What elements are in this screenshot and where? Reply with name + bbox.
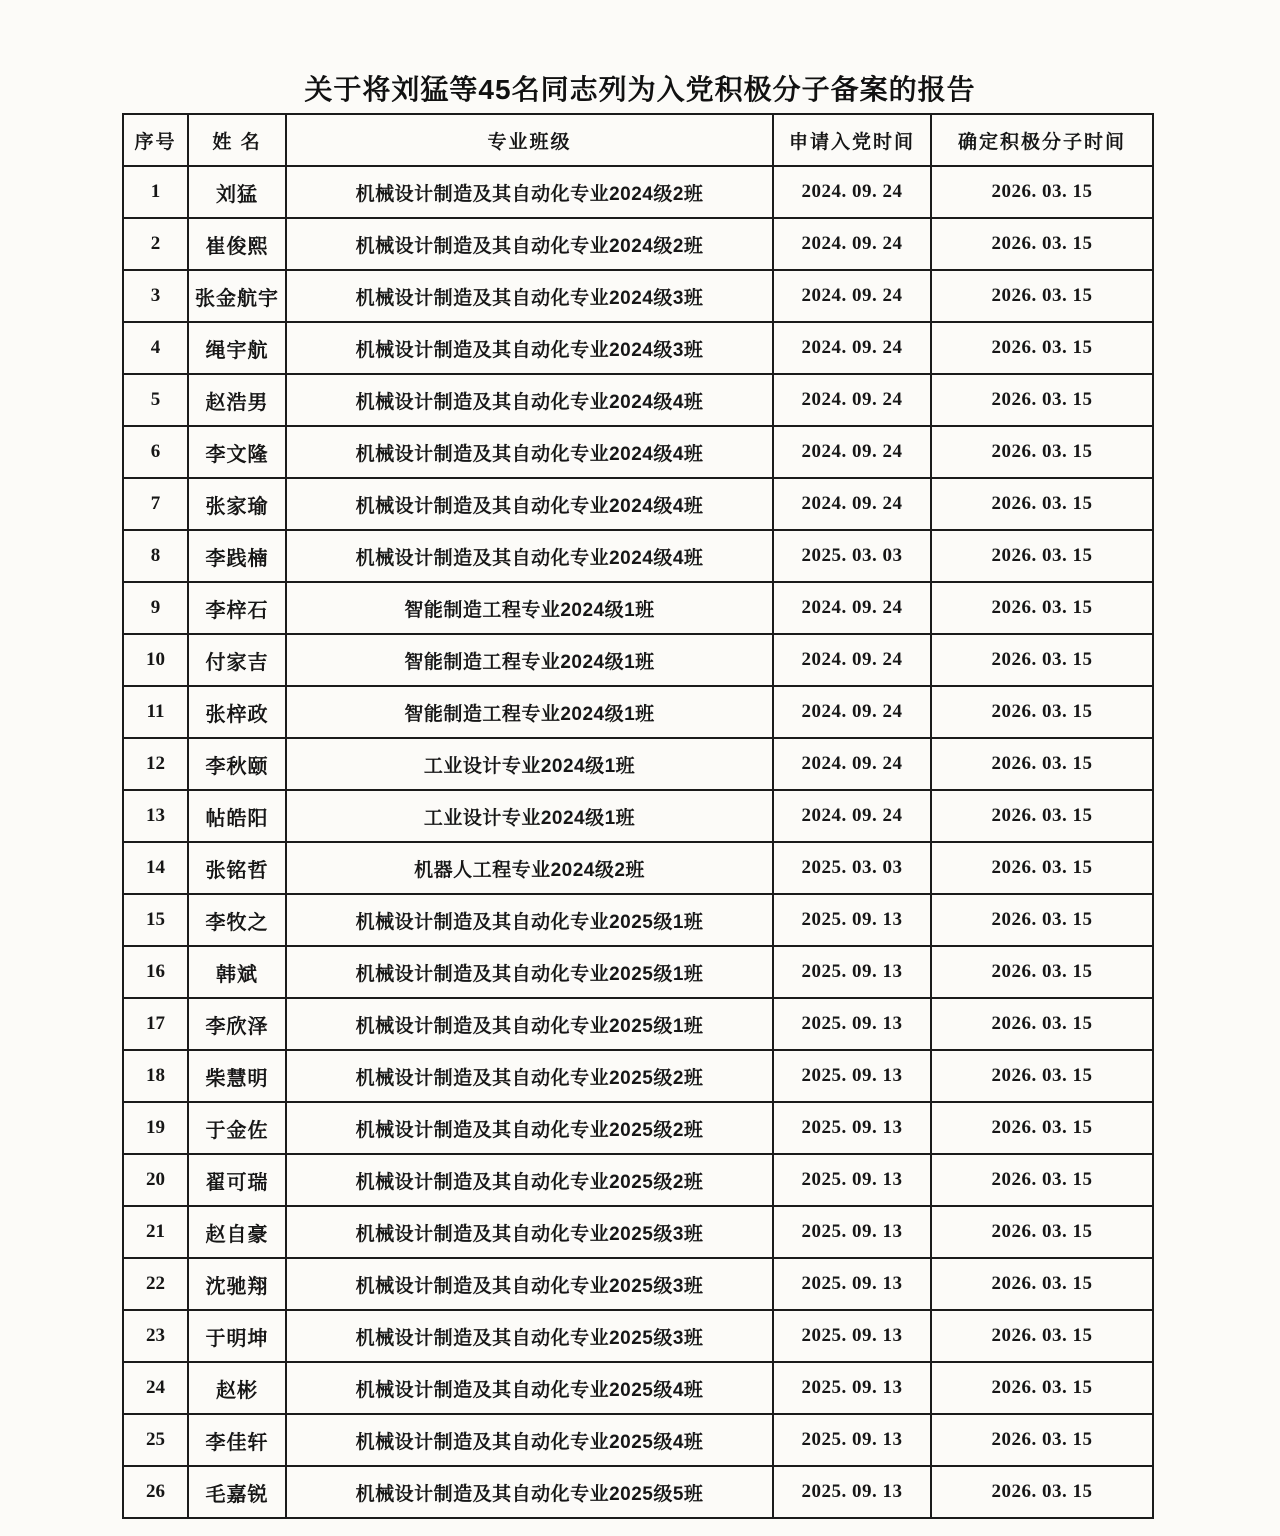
confirm-date-cell: 2026. 03. 15 [931,530,1153,582]
confirm-date-cell: 2026. 03. 15 [931,582,1153,634]
class-cell: 机械设计制造及其自动化专业2025级2班 [286,1154,773,1206]
table-row [123,1050,1153,1102]
row-number-cell: 17 [123,998,188,1050]
class-cell: 智能制造工程专业2024级1班 [286,634,773,686]
table-row [123,426,1153,478]
row-number-cell: 13 [123,790,188,842]
confirm-date-cell: 2026. 03. 15 [931,1206,1153,1258]
name-cell: 张家瑜 [188,478,286,530]
table-row [123,1310,1153,1362]
name-cell: 崔俊熙 [188,218,286,270]
row-number-cell: 4 [123,322,188,374]
name-cell: 赵自豪 [188,1206,286,1258]
confirm-date-cell: 2026. 03. 15 [931,1050,1153,1102]
apply-date-cell: 2024. 09. 24 [773,270,931,322]
apply-date-cell: 2025. 09. 13 [773,1154,931,1206]
name-cell: 李佳轩 [188,1414,286,1466]
apply-date-cell: 2024. 09. 24 [773,426,931,478]
confirm-date-cell: 2026. 03. 15 [931,1414,1153,1466]
name-cell: 刘猛 [188,166,286,218]
table-row [123,1414,1153,1466]
class-cell: 机械设计制造及其自动化专业2025级1班 [286,998,773,1050]
confirm-date-cell: 2026. 03. 15 [931,270,1153,322]
table-row [123,1154,1153,1206]
table-row [123,790,1153,842]
confirm-date-cell: 2026. 03. 15 [931,478,1153,530]
confirm-date-cell: 2026. 03. 15 [931,634,1153,686]
apply-date-cell: 2025. 09. 13 [773,946,931,998]
class-cell: 工业设计专业2024级1班 [286,790,773,842]
confirm-date-cell: 2026. 03. 15 [931,842,1153,894]
row-number-cell: 8 [123,530,188,582]
row-number-cell: 3 [123,270,188,322]
apply-date-cell: 2025. 09. 13 [773,1102,931,1154]
table-header-row [123,114,1153,166]
row-number-cell: 20 [123,1154,188,1206]
class-cell: 机械设计制造及其自动化专业2025级3班 [286,1206,773,1258]
confirm-date-cell: 2026. 03. 15 [931,790,1153,842]
table-row [123,1362,1153,1414]
roster-table [122,113,1154,1519]
apply-date-cell: 2024. 09. 24 [773,374,931,426]
class-cell: 机械设计制造及其自动化专业2025级3班 [286,1258,773,1310]
name-cell: 张金航宇 [188,270,286,322]
class-cell: 机械设计制造及其自动化专业2024级3班 [286,270,773,322]
class-cell: 机械设计制造及其自动化专业2025级1班 [286,946,773,998]
row-number-cell: 16 [123,946,188,998]
confirm-date-cell: 2026. 03. 15 [931,1362,1153,1414]
row-number-cell: 5 [123,374,188,426]
name-cell: 帖皓阳 [188,790,286,842]
class-cell: 智能制造工程专业2024级1班 [286,686,773,738]
column-header-2: 专业班级 [286,114,773,166]
confirm-date-cell: 2026. 03. 15 [931,166,1153,218]
row-number-cell: 2 [123,218,188,270]
table-row [123,946,1153,998]
confirm-date-cell: 2026. 03. 15 [931,1310,1153,1362]
class-cell: 机械设计制造及其自动化专业2025级3班 [286,1310,773,1362]
row-number-cell: 23 [123,1310,188,1362]
table-row [123,582,1153,634]
apply-date-cell: 2025. 09. 13 [773,1050,931,1102]
apply-date-cell: 2025. 03. 03 [773,842,931,894]
confirm-date-cell: 2026. 03. 15 [931,322,1153,374]
confirm-date-cell: 2026. 03. 15 [931,1466,1153,1518]
table-row [123,270,1153,322]
class-cell: 机械设计制造及其自动化专业2025级5班 [286,1466,773,1518]
apply-date-cell: 2025. 09. 13 [773,894,931,946]
confirm-date-cell: 2026. 03. 15 [931,998,1153,1050]
name-cell: 柴慧明 [188,1050,286,1102]
table-row [123,998,1153,1050]
table-row [123,894,1153,946]
confirm-date-cell: 2026. 03. 15 [931,1154,1153,1206]
table-row [123,738,1153,790]
column-header-3: 申请入党时间 [773,114,931,166]
row-number-cell: 6 [123,426,188,478]
apply-date-cell: 2025. 09. 13 [773,1258,931,1310]
class-cell: 机械设计制造及其自动化专业2025级1班 [286,894,773,946]
name-cell: 李秋颐 [188,738,286,790]
class-cell: 机械设计制造及其自动化专业2024级4班 [286,530,773,582]
table-row [123,842,1153,894]
apply-date-cell: 2024. 09. 24 [773,322,931,374]
page-title: 关于将刘猛等45名同志列为入党积极分子备案的报告 [304,74,976,105]
name-cell: 付家吉 [188,634,286,686]
table-row [123,1102,1153,1154]
name-cell: 张铭哲 [188,842,286,894]
column-header-4: 确定积极分子时间 [931,114,1153,166]
class-cell: 机械设计制造及其自动化专业2024级4班 [286,478,773,530]
row-number-cell: 24 [123,1362,188,1414]
row-number-cell: 15 [123,894,188,946]
class-cell: 机械设计制造及其自动化专业2025级2班 [286,1050,773,1102]
row-number-cell: 11 [123,686,188,738]
row-number-cell: 26 [123,1466,188,1518]
row-number-cell: 10 [123,634,188,686]
class-cell: 机械设计制造及其自动化专业2024级4班 [286,426,773,478]
column-header-1: 姓 名 [188,114,286,166]
apply-date-cell: 2024. 09. 24 [773,634,931,686]
apply-date-cell: 2024. 09. 24 [773,738,931,790]
confirm-date-cell: 2026. 03. 15 [931,1258,1153,1310]
class-cell: 机械设计制造及其自动化专业2025级2班 [286,1102,773,1154]
name-cell: 翟可瑞 [188,1154,286,1206]
name-cell: 韩斌 [188,946,286,998]
row-number-cell: 12 [123,738,188,790]
row-number-cell: 18 [123,1050,188,1102]
name-cell: 于金佐 [188,1102,286,1154]
table-row [123,686,1153,738]
name-cell: 李欣泽 [188,998,286,1050]
apply-date-cell: 2025. 09. 13 [773,1206,931,1258]
row-number-cell: 1 [123,166,188,218]
apply-date-cell: 2024. 09. 24 [773,582,931,634]
apply-date-cell: 2025. 09. 13 [773,1310,931,1362]
apply-date-cell: 2025. 09. 13 [773,1414,931,1466]
name-cell: 沈驰翔 [188,1258,286,1310]
row-number-cell: 14 [123,842,188,894]
row-number-cell: 25 [123,1414,188,1466]
confirm-date-cell: 2026. 03. 15 [931,946,1153,998]
table-row [123,1206,1153,1258]
class-cell: 机械设计制造及其自动化专业2024级2班 [286,218,773,270]
row-number-cell: 9 [123,582,188,634]
confirm-date-cell: 2026. 03. 15 [931,374,1153,426]
apply-date-cell: 2024. 09. 24 [773,166,931,218]
row-number-cell: 21 [123,1206,188,1258]
name-cell: 李梓石 [188,582,286,634]
apply-date-cell: 2025. 09. 13 [773,1362,931,1414]
table-row [123,1466,1153,1518]
table-row [123,478,1153,530]
table-row [123,166,1153,218]
table-row [123,530,1153,582]
row-number-cell: 7 [123,478,188,530]
confirm-date-cell: 2026. 03. 15 [931,686,1153,738]
apply-date-cell: 2025. 09. 13 [773,998,931,1050]
confirm-date-cell: 2026. 03. 15 [931,426,1153,478]
name-cell: 于明坤 [188,1310,286,1362]
name-cell: 赵彬 [188,1362,286,1414]
name-cell: 张梓政 [188,686,286,738]
apply-date-cell: 2024. 09. 24 [773,218,931,270]
apply-date-cell: 2024. 09. 24 [773,478,931,530]
class-cell: 机械设计制造及其自动化专业2024级4班 [286,374,773,426]
class-cell: 机械设计制造及其自动化专业2024级3班 [286,322,773,374]
class-cell: 机械设计制造及其自动化专业2025级4班 [286,1362,773,1414]
apply-date-cell: 2024. 09. 24 [773,790,931,842]
table-row [123,374,1153,426]
table-row [123,322,1153,374]
name-cell: 绳宇航 [188,322,286,374]
apply-date-cell: 2025. 09. 13 [773,1466,931,1518]
class-cell: 机械设计制造及其自动化专业2024级2班 [286,166,773,218]
confirm-date-cell: 2026. 03. 15 [931,1102,1153,1154]
name-cell: 李文隆 [188,426,286,478]
name-cell: 毛嘉锐 [188,1466,286,1518]
class-cell: 机械设计制造及其自动化专业2025级4班 [286,1414,773,1466]
class-cell: 工业设计专业2024级1班 [286,738,773,790]
confirm-date-cell: 2026. 03. 15 [931,218,1153,270]
row-number-cell: 19 [123,1102,188,1154]
name-cell: 李牧之 [188,894,286,946]
apply-date-cell: 2024. 09. 24 [773,686,931,738]
row-number-cell: 22 [123,1258,188,1310]
name-cell: 赵浩男 [188,374,286,426]
table-row [123,634,1153,686]
table-row [123,1258,1153,1310]
class-cell: 智能制造工程专业2024级1班 [286,582,773,634]
table-row [123,218,1153,270]
confirm-date-cell: 2026. 03. 15 [931,738,1153,790]
apply-date-cell: 2025. 03. 03 [773,530,931,582]
column-header-0: 序号 [123,114,188,166]
name-cell: 李践楠 [188,530,286,582]
confirm-date-cell: 2026. 03. 15 [931,894,1153,946]
class-cell: 机器人工程专业2024级2班 [286,842,773,894]
